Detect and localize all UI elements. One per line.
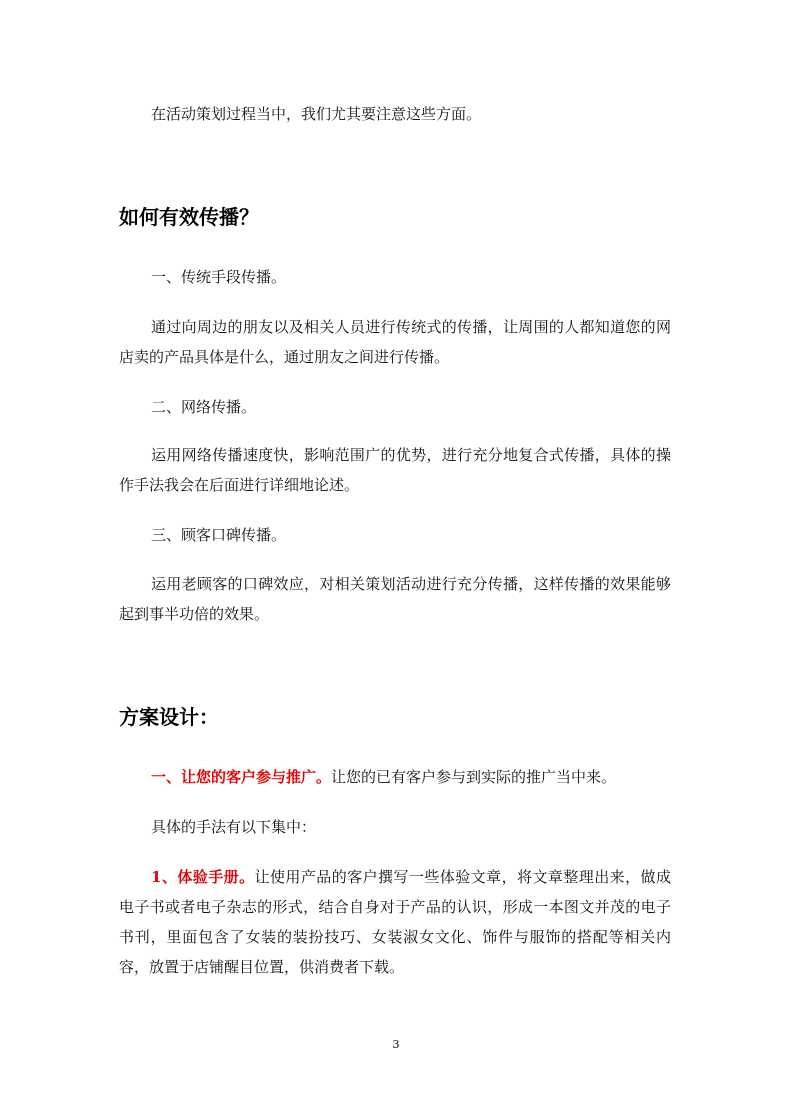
item-body-wordofmouth: 运用老顾客的口碑效应，对相关策划活动进行充分传播，这样传播的效果能够起到事半功倍的效果。 <box>119 575 671 623</box>
item-body-traditional: 通过向周边的朋友以及相关人员进行传统式的传播，让周围的人都知道您的网店卖的产品具体是什么，通过朋友之间进行传播。 <box>119 318 671 366</box>
method-1-heading: 1、体验手册。 <box>151 868 255 886</box>
plan-point-1 <box>119 762 671 792</box>
page-number: 3 <box>392 1038 400 1051</box>
item-heading-wordofmouth: 三、顾客口碑传播。 <box>151 526 287 544</box>
section-title-plan: 方案设计： <box>119 705 219 729</box>
item-body-network: 运用网络传播速度快，影响范围广的优势，进行充分地复合式传播，具体的操作手法我会在后面进行详细地论述。 <box>119 446 671 494</box>
methods-intro: 具体的手法有以下集中： <box>151 818 317 836</box>
item-heading-network: 二、网络传播。 <box>151 398 257 416</box>
intro-paragraph: 在活动策划过程当中，我们尤其要注意这些方面。 <box>151 105 482 123</box>
section-title-spread: 如何有效传播？ <box>119 205 259 229</box>
plan-point-1-heading: 一、让您的客户参与推广。 <box>151 768 332 786</box>
method-1-paragraph <box>119 862 671 982</box>
item-heading-traditional: 一、传统手段传播。 <box>151 268 287 286</box>
method-1-body: 让使用产品的客户撰写一些体验文章，将文章整理出来，做成电子书或者电子杂志的形式，结合自身对于产品的认识，形成一本图文并茂的电子书刊，里面包含了女装的装扮技巧、女装淑女文化、饰件与服饰的搭配等相关内容，放置于店铺醒目位置，供消费者下载。 <box>119 868 671 976</box>
plan-point-1-body: 让您的已有客户参与到实际的推广当中来。 <box>331 768 617 786</box>
